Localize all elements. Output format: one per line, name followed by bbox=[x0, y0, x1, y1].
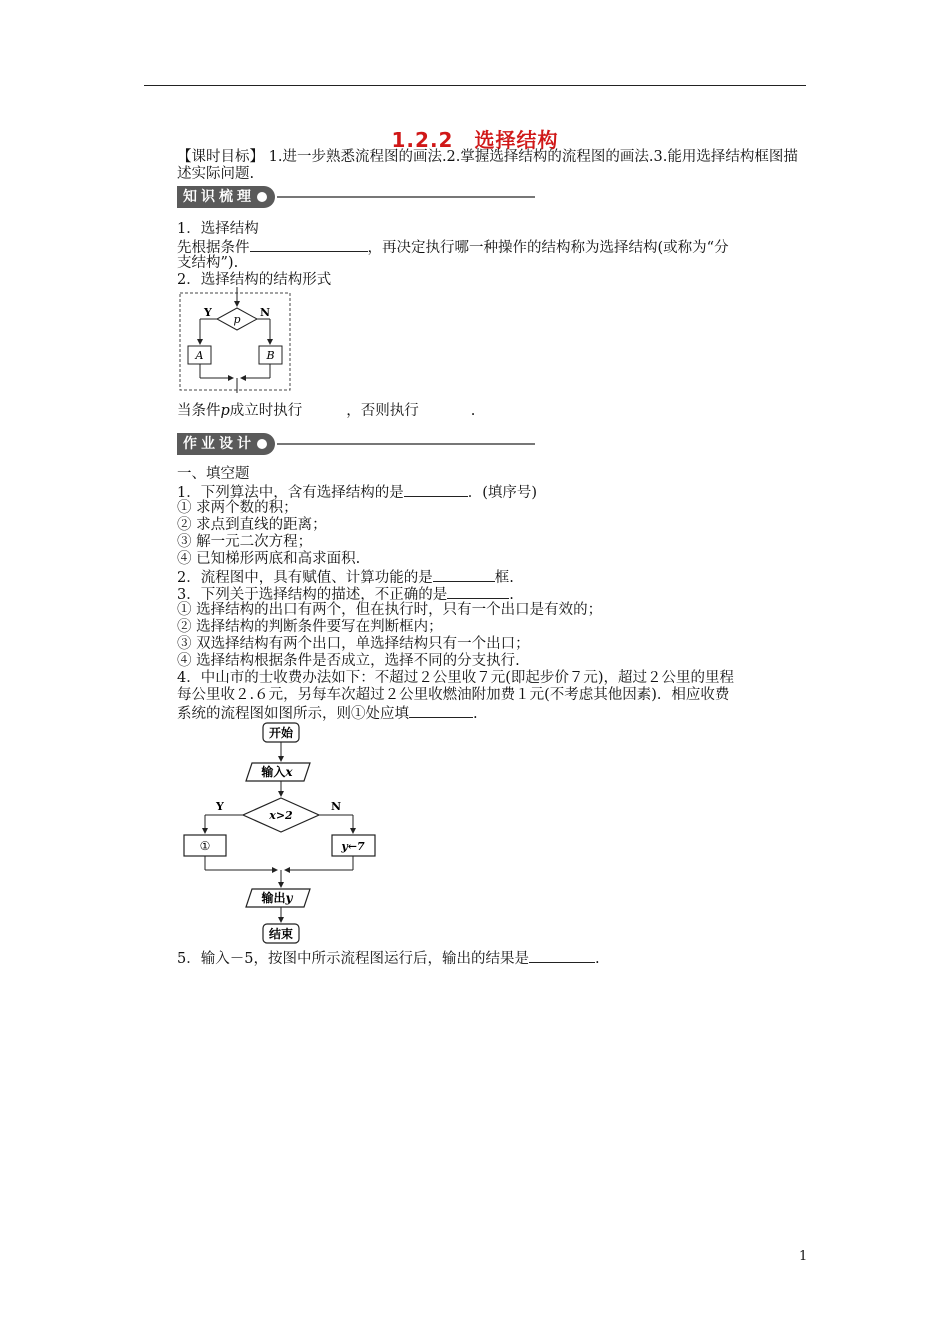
decision-label: x>2 bbox=[269, 809, 293, 822]
bullet-icon bbox=[257, 192, 267, 202]
input-label: 输入x bbox=[261, 765, 293, 779]
answer-blank bbox=[433, 568, 495, 582]
goals-label: 【课时目标】 bbox=[177, 149, 264, 165]
yes-label: Y bbox=[216, 800, 224, 813]
start-label: 开始 bbox=[268, 726, 294, 740]
box-a-label: A bbox=[195, 349, 204, 362]
question-5: 5．输入－5，按图中所示流程图运行后，输出的结果是 . bbox=[177, 951, 600, 967]
banner-label: 知识梳理 bbox=[183, 189, 255, 205]
item1-title: 1．选择结构 bbox=[177, 221, 259, 237]
process-box-2-label: y←7 bbox=[341, 840, 365, 853]
bullet-icon bbox=[257, 439, 267, 449]
question-1: 1．下列算法中，含有选择结构的是 ．(填序号) bbox=[177, 485, 538, 501]
condition-sentence: 当条件p成立时执行 ，否则执行 . bbox=[177, 403, 476, 419]
banner-label: 作业设计 bbox=[183, 436, 255, 452]
q3-option-2: ② 选择结构的判断条件要写在判断框内； bbox=[177, 619, 443, 635]
banner-rule bbox=[277, 196, 535, 198]
q1-option-2: ② 求点到直线的距离； bbox=[177, 517, 327, 533]
process-box-1-label: ① bbox=[199, 839, 211, 853]
selection-structure-diagram bbox=[176, 287, 296, 395]
answer-blank bbox=[409, 704, 473, 718]
item2-title: 2．选择结构的结构形式 bbox=[177, 272, 332, 288]
question-3: 3．下列关于选择结构的描述，不正确的是 . bbox=[177, 587, 514, 603]
header-rule bbox=[144, 85, 806, 86]
section-heading: 一、填空题 bbox=[177, 466, 250, 482]
answer-blank bbox=[529, 949, 595, 963]
q1-option-1: ① 求两个数的积； bbox=[177, 500, 298, 516]
answer-blank bbox=[404, 483, 468, 497]
question-4-line3: 系统的流程图如图所示，则①处应填 . bbox=[177, 706, 478, 722]
answer-blank bbox=[250, 238, 368, 252]
no-label: N bbox=[260, 306, 271, 319]
lesson-title: 1.2.2 选择结构 bbox=[391, 128, 559, 152]
page-number: 1 bbox=[799, 1249, 808, 1264]
yes-label: Y bbox=[204, 306, 212, 319]
answer-blank bbox=[447, 585, 509, 599]
item1-line2: 支结构”). bbox=[177, 255, 239, 271]
box-b-label: B bbox=[266, 349, 275, 362]
q3-option-3: ③ 双选择结构有两个出口，单选择结构只有一个出口； bbox=[177, 636, 530, 652]
q1-option-4: ④ 已知梯形两底和高求面积. bbox=[177, 551, 361, 567]
goals-text: 1.进一步熟悉流程图的画法.2.掌握选择结构的流程图的画法.3.能用选择结构框图描述实际问题. bbox=[177, 149, 798, 182]
question-2: 2．流程图中，具有赋值、计算功能的是 框. bbox=[177, 570, 514, 586]
diamond-label: p bbox=[233, 313, 241, 326]
item1-line1: 先根据条件 ，再决定执行哪一种操作的结构称为选择结构(或称为“分 bbox=[177, 240, 729, 256]
lesson-goals bbox=[177, 149, 807, 183]
end-label: 结束 bbox=[268, 927, 294, 941]
section-banner-homework bbox=[177, 433, 535, 455]
banner-rule bbox=[277, 443, 535, 445]
q3-option-4: ④ 选择结构根据条件是否成立，选择不同的分支执行. bbox=[177, 653, 520, 669]
taxi-fee-flowchart bbox=[180, 720, 380, 948]
output-label: 输出y bbox=[261, 891, 293, 905]
q3-option-1: ① 选择结构的出口有两个，但在执行时，只有一个出口是有效的； bbox=[177, 602, 603, 618]
no-label: N bbox=[331, 800, 342, 813]
q1-option-3: ③ 解一元二次方程； bbox=[177, 534, 313, 550]
question-4-line1: 4．中山市的士收费办法如下：不超过２公里收７元(即起步价７元)，超过２公里的里程 bbox=[177, 670, 735, 686]
question-4-line2: 每公里收２.６元，另每车次超过２公里收燃油附加费１元(不考虑其他因素)．相应收费 bbox=[177, 687, 730, 703]
dashed-frame bbox=[180, 293, 290, 390]
section-banner-knowledge bbox=[177, 186, 535, 208]
